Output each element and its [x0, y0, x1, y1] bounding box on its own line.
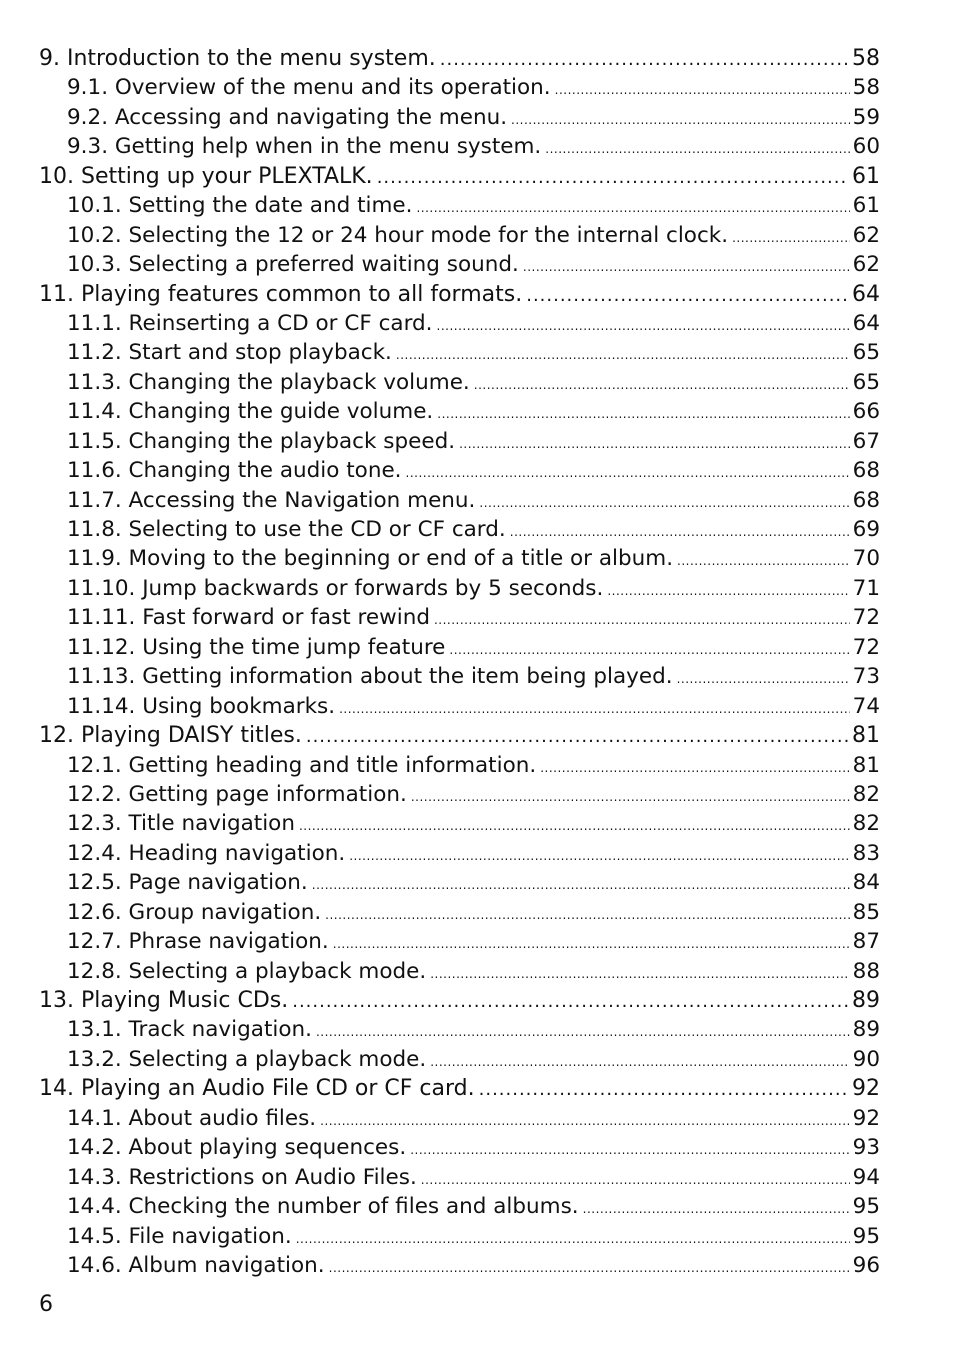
- toc-dot-leader: [312, 871, 850, 897]
- toc-entry-label: 12.3. Title navigation: [67, 811, 295, 837]
- toc-entry-label: 14.1. About audio files.: [67, 1105, 317, 1131]
- toc-section-entry: [39, 1192, 880, 1221]
- toc-dot-leader: [545, 135, 849, 161]
- toc-chapter-entry: [39, 721, 880, 750]
- toc-entry-label: 12.6. Group navigation.: [67, 899, 322, 925]
- toc-entry-label: 11.14. Using bookmarks.: [67, 693, 336, 719]
- toc-entry-label: 11.9. Moving to the beginning or end of a title or album.: [67, 546, 674, 572]
- toc-entry-label: 11.4. Changing the guide volume.: [67, 399, 434, 425]
- toc-dot-leader: [411, 783, 850, 809]
- toc-section-entry: [39, 927, 880, 956]
- toc-entry-page: 58: [852, 46, 880, 71]
- toc-dot-leader: [474, 371, 850, 397]
- toc-entry-page: 89: [852, 988, 880, 1013]
- toc-entry-label: 9.2. Accessing and navigating the menu.: [67, 104, 508, 130]
- toc-entry-label: 11.13. Getting information about the item being played.: [67, 664, 673, 690]
- toc-chapter-entry: [39, 1074, 880, 1103]
- toc-dot-leader: [299, 812, 850, 838]
- toc-chapter-entry: [39, 162, 880, 191]
- page-number: 6: [39, 1292, 53, 1317]
- toc-section-entry: [39, 250, 880, 279]
- toc-dot-leader: [479, 489, 849, 515]
- toc-entry-page: 61: [852, 193, 880, 219]
- toc-entry-page: 90: [852, 1046, 880, 1072]
- toc-dot-leader: [555, 76, 850, 102]
- toc-dot-leader: [329, 1254, 850, 1280]
- toc-entry-label: 11.8. Selecting to use the CD or CF card.: [67, 517, 506, 542]
- toc-section-entry: [39, 898, 880, 927]
- toc-entry-page: 92: [852, 1105, 880, 1131]
- toc-entry-label: 11.10. Jump backwards or forwards by 5 seconds.: [67, 575, 604, 601]
- toc-entry-page: 67: [852, 428, 880, 454]
- toc-section-entry: [39, 603, 880, 632]
- toc-section-entry: [39, 132, 880, 161]
- toc-entry-page: 81: [852, 723, 880, 749]
- toc-dot-leader: [430, 1048, 849, 1074]
- toc-entry-page: 82: [852, 781, 880, 807]
- toc-dot-leader: [479, 1075, 849, 1103]
- toc-dot-leader: [677, 547, 850, 573]
- toc-entry-label: 14.2. About playing sequences.: [67, 1135, 407, 1161]
- toc-entry-page: 64: [852, 281, 880, 307]
- toc-entry-page: 95: [852, 1194, 880, 1220]
- toc-section-entry: [39, 427, 880, 456]
- toc-entry-label: 12.7. Phrase navigation.: [67, 929, 329, 955]
- toc-section-entry: [39, 1045, 880, 1074]
- toc-dot-leader: [437, 312, 850, 338]
- toc-entry-page: 94: [852, 1164, 880, 1190]
- toc-section-entry: [39, 544, 880, 573]
- toc-section-entry: [39, 338, 880, 367]
- toc-dot-leader: [440, 45, 849, 73]
- toc-dot-leader: [377, 163, 849, 191]
- toc-dot-leader: [437, 400, 849, 426]
- toc-entry-page: 59: [852, 104, 880, 130]
- toc-section-entry: [39, 309, 880, 338]
- toc-entry-label: 11.1. Reinserting a CD or CF card.: [67, 310, 433, 336]
- toc-entry-page: 68: [852, 487, 880, 513]
- toc-dot-leader: [583, 1195, 850, 1221]
- toc-entry-page: 58: [852, 75, 880, 101]
- toc-dot-leader: [511, 106, 850, 132]
- toc-entry-page: 85: [852, 899, 880, 925]
- toc-entry-page: 87: [852, 929, 880, 955]
- toc-entry-label: 10.3. Selecting a preferred waiting sound.: [67, 252, 519, 278]
- toc-dot-leader: [339, 695, 850, 721]
- toc-section-entry: [39, 809, 880, 838]
- toc-section-entry: [39, 486, 880, 515]
- toc-entry-label: 12.5. Page navigation.: [67, 870, 308, 896]
- toc-dot-leader: [430, 960, 849, 986]
- toc-section-entry: [39, 221, 880, 250]
- toc-dot-leader: [526, 281, 849, 309]
- toc-section-entry: [39, 368, 880, 397]
- toc-entry-page: 61: [852, 163, 880, 189]
- toc-entry-label: 13. Playing Music CDs.: [39, 988, 289, 1013]
- toc-entry-page: 64: [852, 310, 880, 336]
- toc-entry-label: 14.6. Album navigation.: [67, 1252, 325, 1278]
- toc-entry-label: 11.12. Using the time jump feature: [67, 634, 446, 660]
- toc-dot-leader: [320, 1107, 850, 1133]
- toc-entry-label: 11.6. Changing the audio tone.: [67, 458, 402, 484]
- toc-entry-page: 96: [852, 1252, 880, 1278]
- toc-entry-label: 13.2. Selecting a playback mode.: [67, 1046, 427, 1072]
- toc-entry-page: 73: [852, 664, 880, 690]
- toc-dot-leader: [325, 901, 849, 927]
- toc-entry-label: 12.4. Heading navigation.: [67, 840, 346, 866]
- toc-entry-page: 62: [852, 222, 880, 248]
- toc-entry-page: 69: [852, 517, 880, 542]
- toc-entry-page: 72: [852, 605, 880, 631]
- toc-dot-leader: [540, 754, 849, 780]
- toc-section-entry: [39, 456, 880, 485]
- toc-dot-leader: [333, 930, 850, 956]
- toc-entry-page: 84: [852, 870, 880, 896]
- toc-entry-page: 71: [852, 575, 880, 601]
- toc-section-entry: [39, 397, 880, 426]
- toc-entry-page: 62: [852, 252, 880, 278]
- toc-dot-leader: [607, 577, 849, 603]
- toc-section-entry: [39, 1163, 880, 1192]
- toc-section-entry: [39, 574, 880, 603]
- toc-section-entry: [39, 1222, 880, 1251]
- toc-dot-leader: [677, 665, 850, 691]
- toc-entry-page: 60: [852, 134, 880, 160]
- toc-dot-leader: [449, 636, 849, 662]
- toc-entry-page: 93: [852, 1135, 880, 1161]
- toc-entry-page: 82: [852, 811, 880, 837]
- toc-entry-label: 9.3. Getting help when in the menu system.: [67, 134, 542, 160]
- toc-entry-label: 9.1. Overview of the menu and its operation.: [67, 75, 551, 101]
- toc-entry-page: 89: [852, 1017, 880, 1043]
- toc-dot-leader: [416, 194, 849, 220]
- toc-dot-leader: [434, 606, 850, 632]
- toc-section-entry: [39, 191, 880, 220]
- toc-section-entry: [39, 1015, 880, 1044]
- toc-dot-leader: [296, 1225, 850, 1251]
- toc-section-entry: [39, 103, 880, 132]
- toc-chapter-entry: [39, 280, 880, 309]
- toc-entry-label: 10.1. Setting the date and time.: [67, 193, 413, 219]
- toc-section-entry: [39, 868, 880, 897]
- toc-section-entry: [39, 1251, 880, 1280]
- toc-entry-label: 11.7. Accessing the Navigation menu.: [67, 487, 476, 513]
- toc-section-entry: [39, 839, 880, 868]
- toc-entry-label: 12.1. Getting heading and title information.: [67, 752, 537, 778]
- toc-entry-label: 13.1. Track navigation.: [67, 1017, 312, 1043]
- toc-entry-label: 12.8. Selecting a playback mode.: [67, 958, 427, 984]
- toc-entry-label: 11.11. Fast forward or fast rewind: [67, 605, 430, 631]
- toc-entry-page: 66: [852, 399, 880, 425]
- toc-dot-leader: [732, 224, 850, 250]
- toc-entry-label: 14. Playing an Audio File CD or CF card.: [39, 1076, 475, 1102]
- toc-entry-label: 14.3. Restrictions on Audio Files.: [67, 1164, 417, 1190]
- toc-dot-leader: [396, 341, 850, 367]
- toc-entry-page: 81: [852, 752, 880, 778]
- toc-section-entry: [39, 1133, 880, 1162]
- toc-entry-label: 12. Playing DAISY titles.: [39, 723, 302, 749]
- toc-section-entry: [39, 515, 880, 544]
- toc-entry-label: 11.5. Changing the playback speed.: [67, 428, 456, 454]
- toc-dot-leader: [510, 518, 850, 544]
- toc-entry-page: 74: [852, 693, 880, 719]
- toc-dot-leader: [306, 722, 849, 750]
- toc-section-entry: [39, 957, 880, 986]
- toc-entry-label: 11.3. Changing the playback volume.: [67, 369, 470, 395]
- toc-entry-page: 88: [852, 958, 880, 984]
- toc-entry-label: 10. Setting up your PLEXTALK.: [39, 163, 373, 189]
- toc-dot-leader: [349, 842, 849, 868]
- toc-section-entry: [39, 633, 880, 662]
- toc-section-entry: [39, 73, 880, 102]
- table-of-contents: [39, 44, 880, 1280]
- toc-dot-leader: [459, 430, 850, 456]
- toc-section-entry: [39, 1104, 880, 1133]
- toc-entry-page: 83: [852, 840, 880, 866]
- toc-entry-page: 92: [852, 1076, 880, 1102]
- toc-entry-label: 11.2. Start and stop playback.: [67, 340, 392, 366]
- toc-chapter-entry: [39, 44, 880, 73]
- toc-section-entry: [39, 780, 880, 809]
- toc-section-entry: [39, 751, 880, 780]
- toc-section-entry: [39, 692, 880, 721]
- toc-entry-page: 70: [852, 546, 880, 572]
- toc-dot-leader: [523, 253, 850, 279]
- toc-dot-leader: [410, 1136, 849, 1162]
- toc-entry-page: 95: [852, 1223, 880, 1249]
- toc-entry-page: 68: [852, 458, 880, 484]
- toc-entry-label: 14.5. File navigation.: [67, 1223, 292, 1249]
- toc-entry-page: 72: [852, 634, 880, 660]
- toc-entry-page: 65: [852, 369, 880, 395]
- toc-entry-label: 12.2. Getting page information.: [67, 781, 407, 807]
- toc-dot-leader: [292, 987, 849, 1015]
- toc-entry-label: 11. Playing features common to all formats.: [39, 281, 523, 307]
- toc-dot-leader: [406, 459, 850, 485]
- toc-dot-leader: [421, 1166, 850, 1192]
- toc-entry-label: 14.4. Checking the number of files and albums.: [67, 1194, 579, 1220]
- toc-section-entry: [39, 662, 880, 691]
- toc-entry-label: 10.2. Selecting the 12 or 24 hour mode for the internal clock.: [67, 222, 729, 248]
- toc-chapter-entry: [39, 986, 880, 1015]
- toc-entry-label: 9. Introduction to the menu system.: [39, 46, 436, 71]
- toc-entry-page: 65: [852, 340, 880, 366]
- toc-dot-leader: [316, 1018, 850, 1044]
